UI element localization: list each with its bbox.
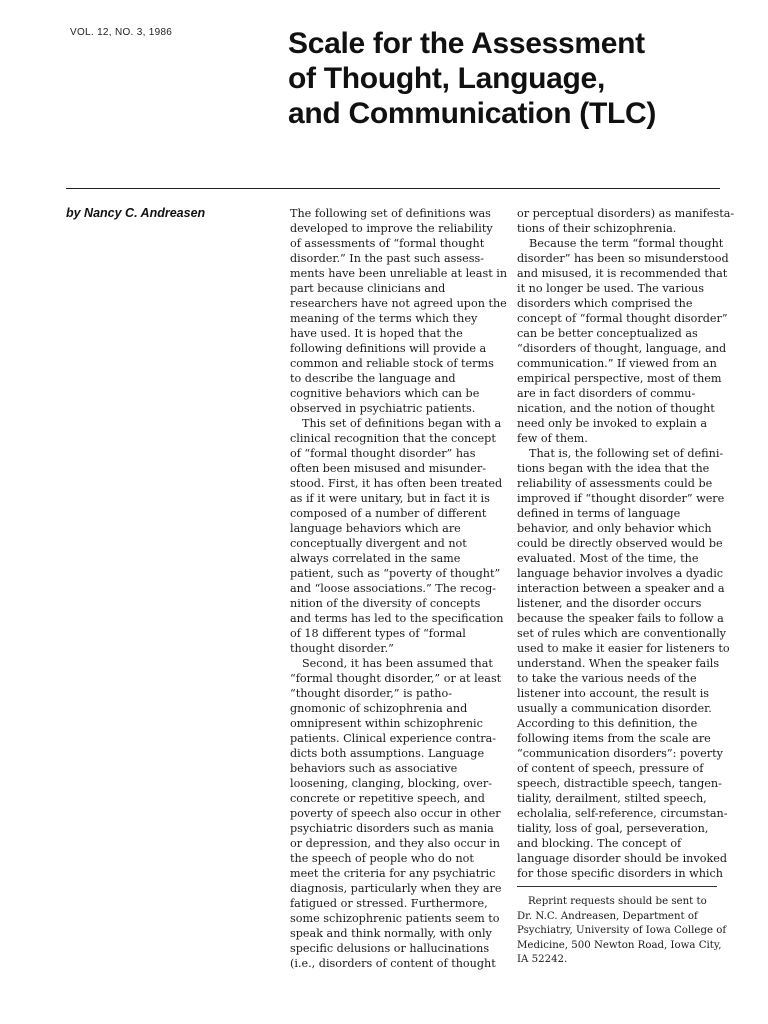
text-line: language behaviors which are: [290, 522, 461, 535]
text-line: The following set of definitions was: [290, 207, 491, 220]
text-line: as if it were unitary, but in fact it is: [290, 492, 490, 505]
title-line: and Communication (TLC): [288, 97, 657, 130]
text-line: tions began with the idea that the: [517, 462, 710, 475]
text-line: because the speaker fails to follow a: [517, 612, 724, 625]
article-title: [288, 26, 748, 131]
text-line: of assessments of “formal thought: [290, 237, 485, 250]
text-line: can be better conceptualized as: [517, 327, 698, 340]
text-line: concept of “formal thought disorder”: [517, 312, 728, 325]
text-line: or perceptual disorders) as manifesta-: [517, 207, 735, 220]
text-line: defined in terms of language: [517, 507, 681, 520]
header-divider: [66, 188, 720, 189]
text-line: clinical recognition that the concept: [290, 432, 496, 445]
text-line: disorders which comprised the: [517, 297, 693, 310]
text-line: developed to improve the reliability: [290, 222, 493, 235]
text-line: Second, it has been assumed that: [302, 657, 493, 670]
text-line: could be directly observed would be: [517, 537, 723, 550]
text-line: echolalia, self-reference, circumstan-: [517, 807, 728, 820]
title-line: Scale for the Assessment: [288, 27, 645, 60]
text-line: specific delusions or hallucinations: [290, 942, 490, 955]
text-line: conceptually divergent and not: [290, 537, 467, 550]
text-line: are in fact disorders of commu-: [517, 387, 696, 400]
text-line: have used. It is hoped that the: [290, 327, 463, 340]
text-line: disorder” has been so misunderstood: [517, 252, 729, 265]
text-line: stood. First, it has often been treated: [290, 477, 503, 490]
text-line: set of rules which are conventionally: [517, 627, 726, 640]
text-line: loosening, clanging, blocking, over-: [290, 777, 492, 790]
text-line: for those specific disorders in which: [517, 867, 723, 880]
text-line: dicts both assumptions. Language: [290, 747, 485, 760]
text-line: researchers have not agreed upon the: [290, 297, 507, 310]
text-line: and misused, it is recommended that: [517, 267, 728, 280]
text-line: behaviors such as associative: [290, 762, 458, 775]
text-line: disorder.” In the past such assess-: [290, 252, 484, 265]
text-line: tiality, derailment, stilted speech,: [517, 792, 707, 805]
text-line: Reprint requests should be sent to: [528, 896, 707, 907]
author-byline: by Nancy C. Andreasen: [66, 206, 206, 220]
text-line: poverty of speech also occur in other: [290, 807, 501, 820]
text-line: or depression, and they also occur in: [290, 837, 500, 850]
text-line: improved if “thought disorder” were: [517, 492, 725, 505]
text-line: This set of definitions began with a: [302, 417, 502, 430]
body-column-right: [517, 206, 735, 881]
text-line: According to this definition, the: [517, 717, 698, 730]
text-line: concrete or repetitive speech, and: [290, 792, 485, 805]
text-line: Medicine, 500 Newton Road, Iowa City,: [517, 939, 722, 951]
text-line: Dr. N.C. Andreasen, Department of: [517, 910, 698, 922]
text-line: tions of their schizophrenia.: [517, 222, 677, 235]
text-line: following definitions will provide a: [290, 342, 487, 355]
text-line: some schizophrenic patients seem to: [290, 912, 500, 925]
text-line: of “formal thought disorder” has: [290, 447, 476, 460]
text-line: patient, such as “poverty of thought”: [290, 567, 501, 580]
text-line: of content of speech, pressure of: [517, 762, 704, 775]
text-line: to describe the language and: [290, 372, 456, 385]
text-line: tiality, loss of goal, perseveration,: [517, 822, 709, 835]
text-line: communication.” If viewed from an: [517, 357, 717, 370]
text-line: ments have been unreliable at least in: [290, 267, 508, 280]
text-line: it no longer be used. The various: [517, 282, 704, 295]
text-line: reliability of assessments could be: [517, 477, 713, 490]
text-line: few of them.: [517, 432, 588, 445]
volume-header: VOL. 12, NO. 3, 1986: [70, 27, 173, 38]
text-line: and blocking. The concept of: [517, 837, 682, 850]
footnote-divider: [517, 886, 717, 887]
text-line: IA 52242.: [517, 954, 568, 966]
text-line: speak and think normally, with only: [290, 927, 492, 940]
text-line: understand. When the speaker fails: [517, 657, 720, 670]
text-line: meet the criteria for any psychiatric: [290, 867, 496, 880]
text-line: common and reliable stock of terms: [290, 357, 494, 370]
text-line: usually a communication disorder.: [517, 702, 712, 715]
text-line: behavior, and only behavior which: [517, 522, 712, 535]
text-line: observed in psychiatric patients.: [290, 402, 476, 415]
text-line: psychiatric disorders such as mania: [290, 822, 494, 835]
text-line: used to make it easier for listeners to: [517, 642, 730, 655]
text-line: and terms has led to the specification: [290, 612, 504, 625]
text-line: patients. Clinical experience contra-: [290, 732, 497, 745]
text-line: “formal thought disorder,” or at least: [290, 672, 502, 685]
title-line: of Thought, Language,: [288, 62, 605, 95]
text-line: nication, and the notion of thought: [517, 402, 715, 415]
text-line: meaning of the terms which they: [290, 312, 478, 325]
text-line: the speech of people who do not: [290, 852, 474, 865]
body-column-left: [290, 206, 508, 971]
text-line: often been misused and misunder-: [290, 462, 486, 475]
text-line: listener into account, the result is: [517, 687, 710, 700]
text-line: fatigued or stressed. Furthermore,: [290, 897, 488, 910]
text-line: language behavior involves a dyadic: [517, 567, 724, 580]
text-line: “communication disorders”: poverty: [517, 747, 723, 760]
text-line: diagnosis, particularly when they are: [290, 882, 502, 895]
text-line: of 18 different types of “formal: [290, 627, 466, 640]
reprint-footnote: [517, 895, 726, 968]
text-line: gnomonic of schizophrenia and: [290, 702, 468, 715]
text-line: That is, the following set of defini-: [529, 447, 724, 460]
text-line: (i.e., disorders of content of thought: [290, 957, 496, 970]
text-line: nition of the diversity of concepts: [290, 597, 481, 610]
text-line: composed of a number of different: [290, 507, 487, 520]
text-line: listener, and the disorder occurs: [517, 597, 702, 610]
text-line: “disorders of thought, language, and: [517, 342, 727, 355]
text-line: Because the term “formal thought: [529, 237, 724, 250]
text-line: thought disorder.”: [290, 642, 394, 655]
text-line: evaluated. Most of the time, the: [517, 552, 699, 565]
text-line: part because clinicians and: [290, 282, 446, 295]
text-line: empirical perspective, most of them: [517, 372, 722, 385]
text-line: following items from the scale are: [517, 732, 711, 745]
text-line: cognitive behaviors which can be: [290, 387, 480, 400]
text-line: need only be invoked to explain a: [517, 417, 707, 430]
text-line: “thought disorder,” is patho-: [290, 687, 452, 700]
text-line: to take the various needs of the: [517, 672, 697, 685]
text-line: omnipresent within schizophrenic: [290, 717, 483, 730]
text-line: and “loose associations.” The recog-: [290, 582, 497, 595]
text-line: Psychiatry, University of Iowa College of: [517, 925, 727, 937]
text-line: speech, distractible speech, tangen-: [517, 777, 722, 790]
text-line: language disorder should be invoked: [517, 852, 728, 865]
text-line: always correlated in the same: [290, 552, 461, 565]
text-line: interaction between a speaker and a: [517, 582, 725, 595]
